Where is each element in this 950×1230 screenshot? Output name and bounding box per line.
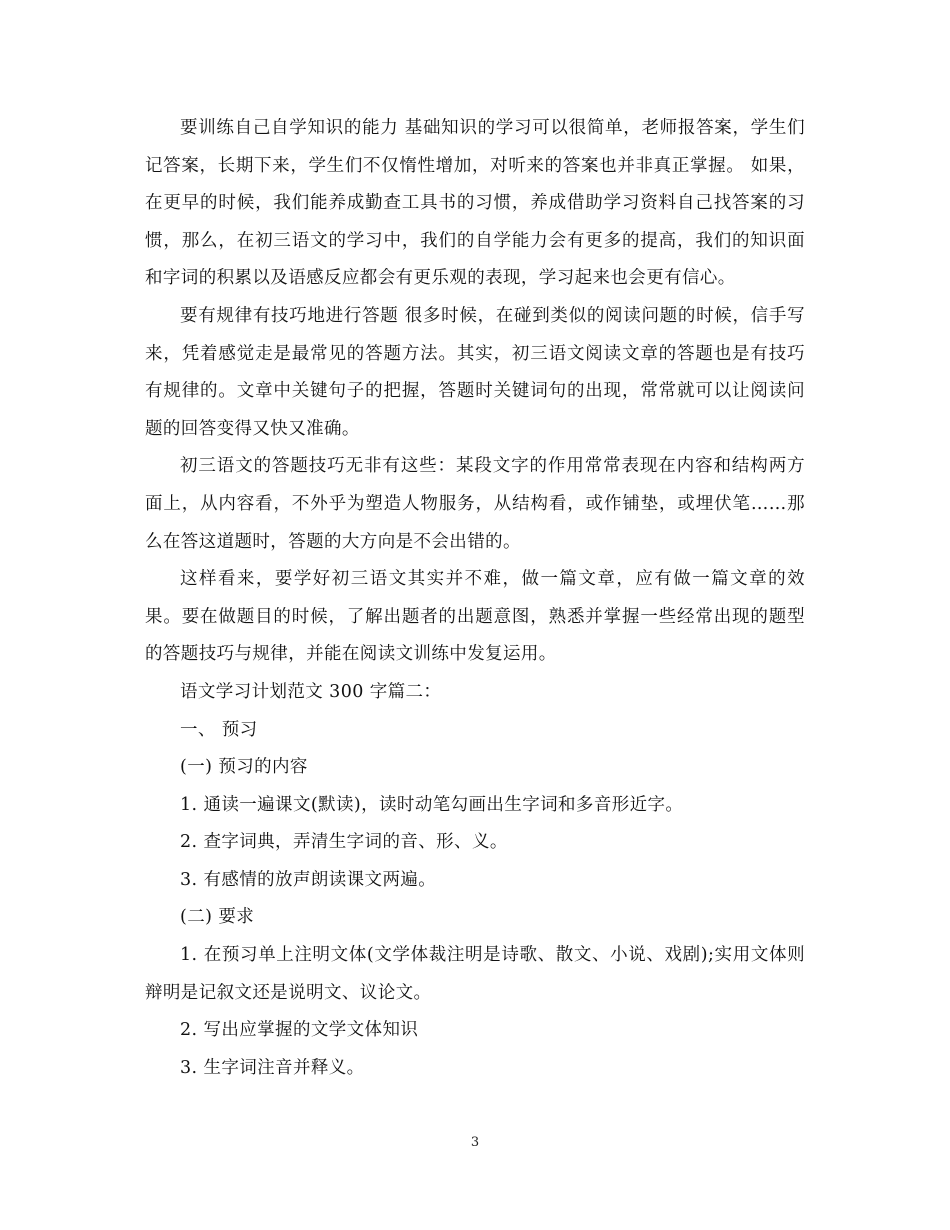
section-title-plan-two: 语文学习计划范文 300 字篇二： [180,681,442,702]
list-item-read-text: 1. 通读一遍课文(默读)，读时动笔勾画出生字词和多音形近字。 [180,794,684,815]
paragraph-self-study: 要训练自己自学知识的能力 基础知识的学习可以很简单，老师报答案，学生们记答案，长期下来，学生们不仅惰性增加，对听来的答案也并非真正掌握。 如果，在更早的时候，我们能养成勤查工具书的习惯，养成借助学习资料自己找答案的习惯，那么，在初三语文的学习中，我们的自学能力会有更多的提高，我们的知识面和字词的积累以及语感反应都会有更乐观的表现，学习起来也会更有信心。 [145,118,805,289]
list-item-dictionary: 2. 查字词典，弄清生字词的音、形、义。 [180,832,508,853]
page-number: 3 [470,1135,480,1150]
heading-preview: 一、 预习 [180,719,258,740]
list-item-genre-knowledge: 2. 写出应掌握的文学文体知识 [180,1020,419,1041]
subheading-requirements: (二) 要求 [180,907,255,928]
paragraph-answer-techniques: 初三语文的答题技巧无非有这些：某段文字的作用常常表现在内容和结构两方面上，从内容看，不外乎为塑造人物服务，从结构看，或作铺垫，或埋伏笔……那么在答这道题时，答题的大方向是不会出错的。 [145,456,805,552]
subheading-preview-content: (一) 预习的内容 [180,757,308,778]
list-item-genre-note: 1. 在预习单上注明文体(文学体裁注明是诗歌、散文、小说、戏剧);实用文体则辩明是记叙文还是说明文、议论文。 [145,945,805,1003]
paragraph-answer-skills: 要有规律有技巧地进行答题 很多时候，在碰到类似的阅读问题的时候，信手写来，凭着感觉走是最常见的答题方法。其实，初三语文阅读文章的答题也是有技巧有规律的。文章中关键句子的把握，答题时关键词句的出现，常常就可以让阅读问题的回答变得又快又准确。 [145,305,805,439]
list-item-phonetics: 3. 生字词注音并释义。 [180,1057,365,1078]
document-body [145,110,805,1087]
paragraph-conclusion: 这样看来，要学好初三语文其实并不难，做一篇文章，应有做一篇文章的效果。要在做题目的时候，了解出题者的出题意图，熟悉并掌握一些经常出现的题型的答题技巧与规律，并能在阅读文训练中发复运用。 [145,569,805,665]
list-item-read-aloud: 3. 有感情的放声朗读课文两遍。 [180,869,437,890]
